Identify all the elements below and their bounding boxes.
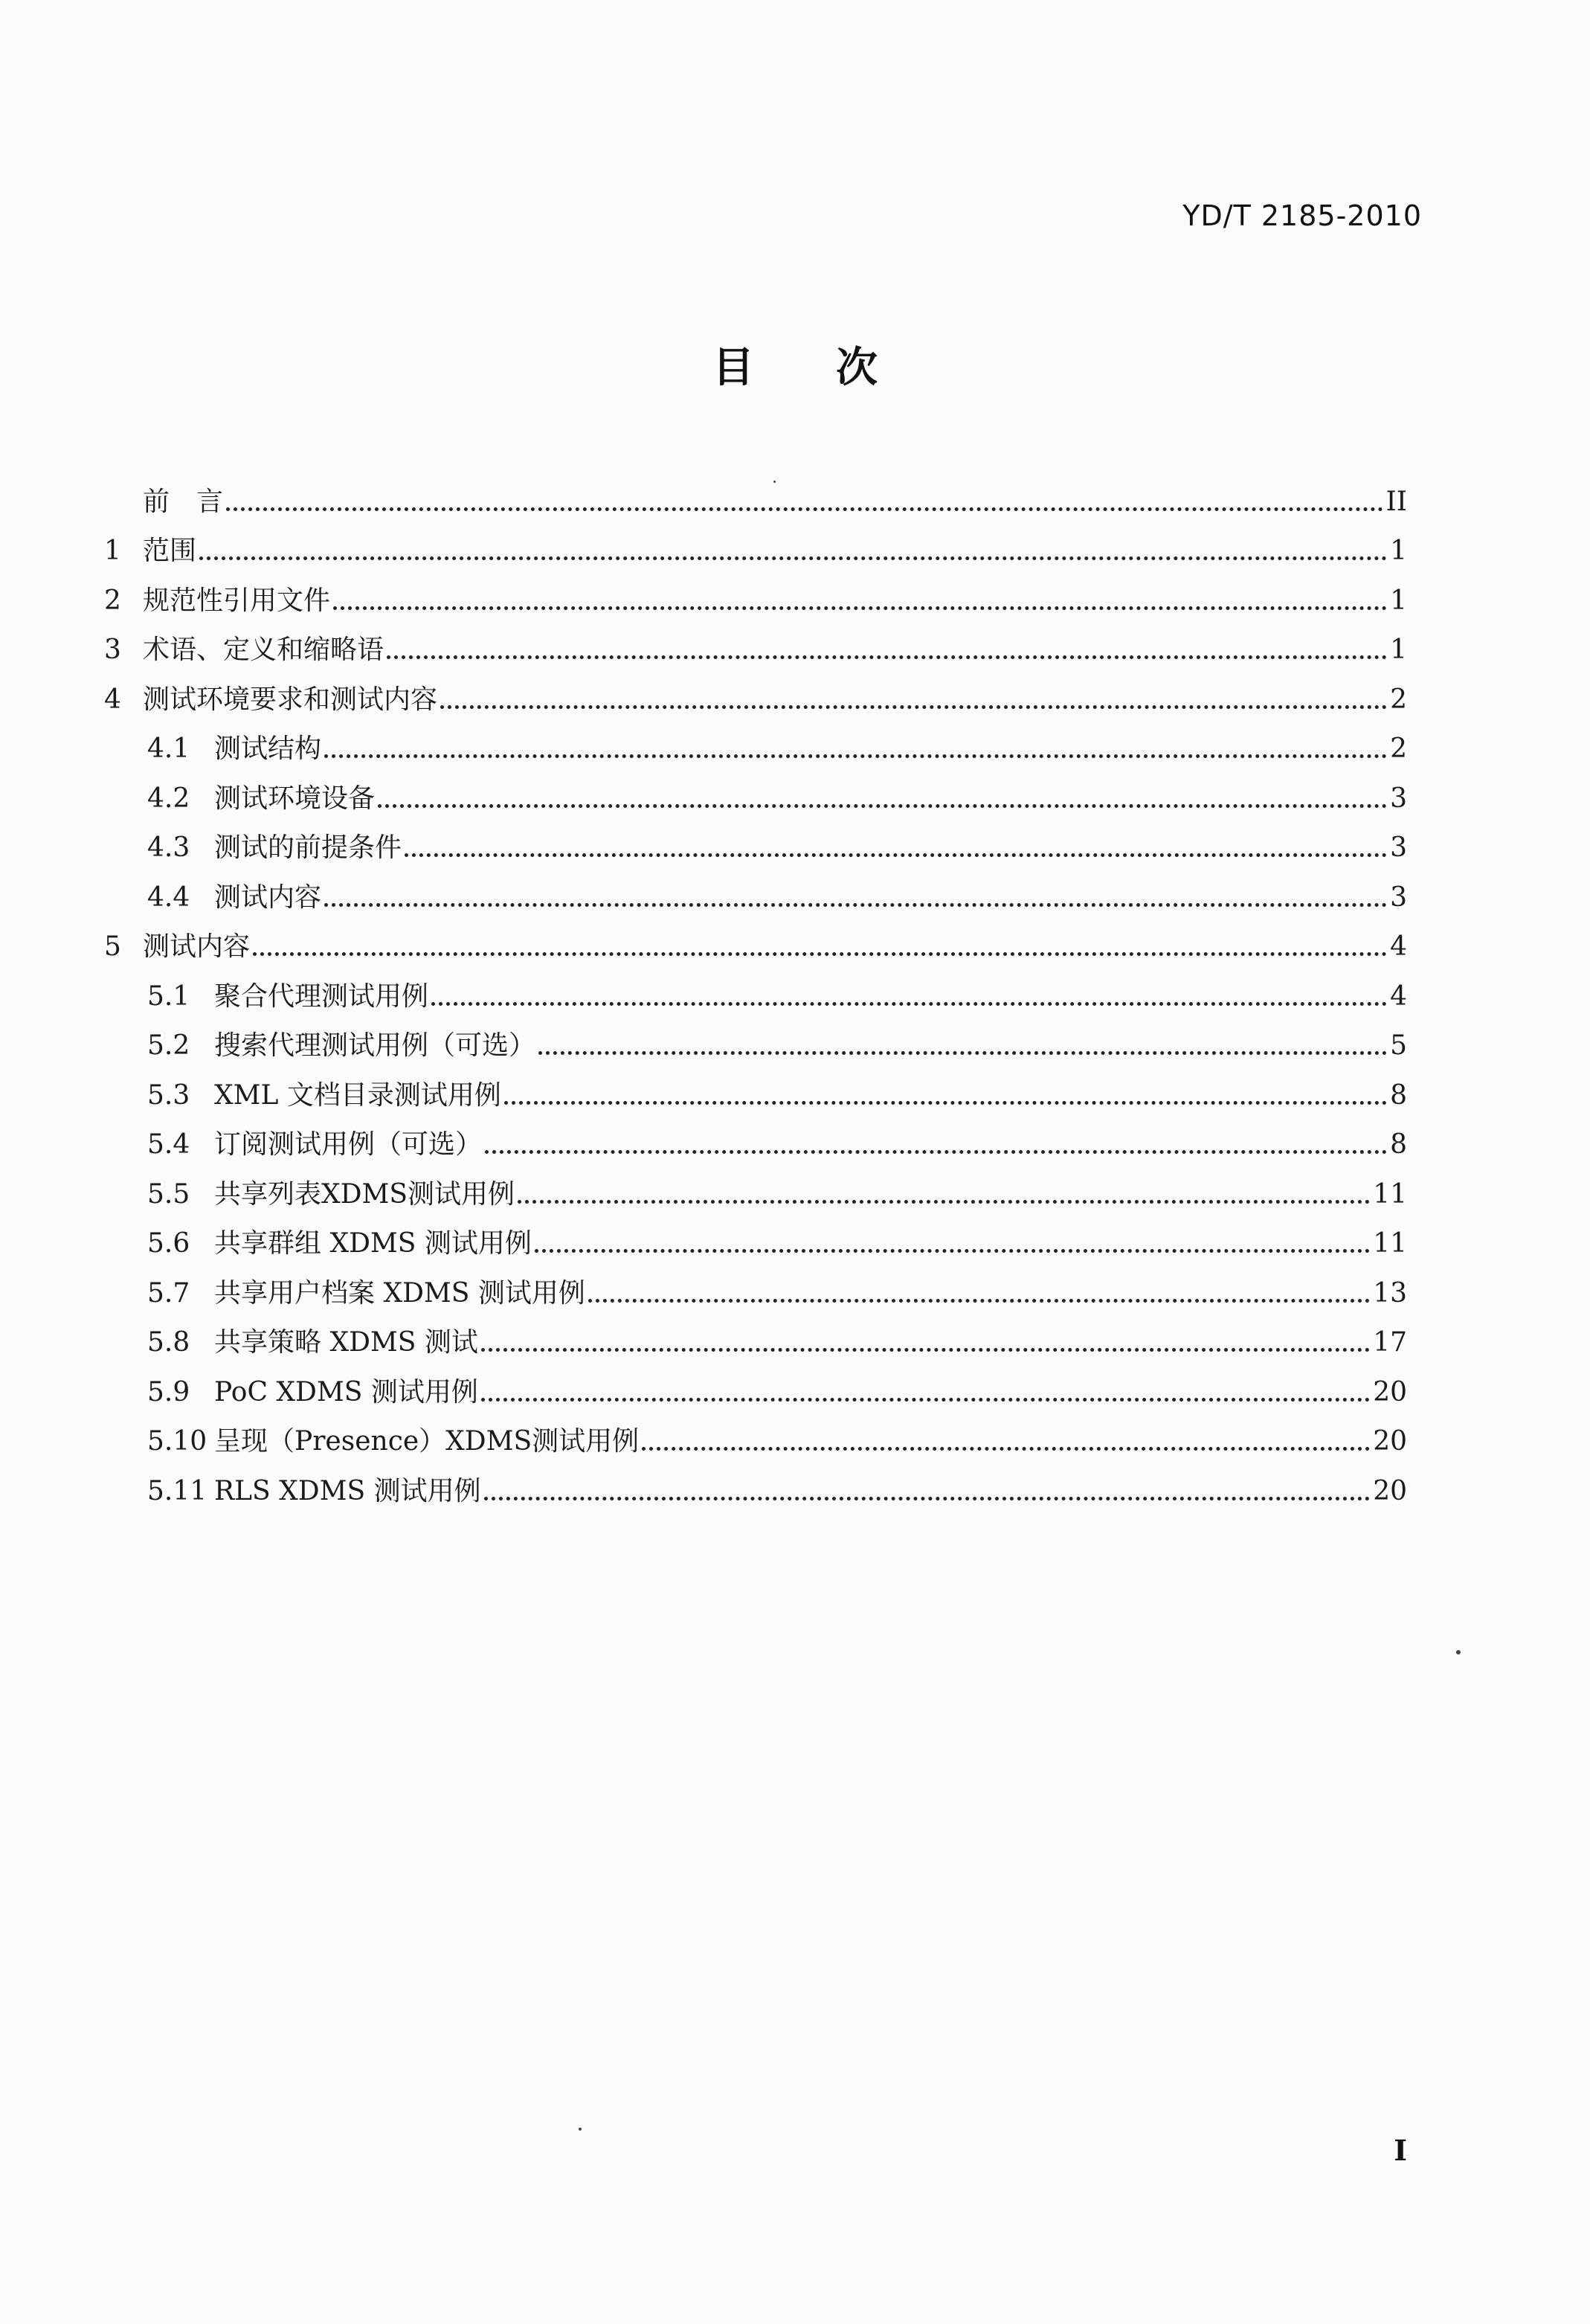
toc-entry-label: 前 言 [143,486,224,517]
toc-dot-leader [518,1200,1370,1204]
toc-entry-label: 聚合代理测试用例 [214,980,429,1012]
toc-dot-leader [481,1398,1370,1402]
toc-entry-number: 5.9 [147,1376,190,1407]
toc-dot-leader [199,556,1387,560]
toc-entry[interactable] [104,765,1407,815]
toc-dot-leader [481,1348,1370,1352]
toc-entry[interactable] [104,1458,1407,1508]
toc-entry[interactable] [104,864,1407,914]
toc-dot-leader [431,1002,1387,1006]
scan-speck [1456,1650,1461,1654]
toc-entry-number: 5.3 [147,1079,190,1111]
title-char-2: 次 [836,343,878,392]
toc-entry[interactable] [104,1112,1407,1162]
toc-entry[interactable] [104,617,1407,667]
toc-dot-leader [333,606,1387,610]
toc-entry[interactable] [104,1260,1407,1310]
toc-entry-page: 20 [1373,1475,1407,1506]
toc-dot-leader [253,952,1387,956]
toc-entry-label: 测试内容 [214,882,322,913]
toc-entry[interactable] [104,716,1407,766]
toc-entry-label: 测试结构 [214,734,322,764]
toc-entry-label: 共享策略 XDMS 测试 [214,1327,478,1358]
title-char-1: 目 [712,343,754,392]
toc-entry-label: RLS XDMS 测试用例 [214,1475,481,1506]
toc-entry-page: 8 [1390,1129,1407,1160]
toc-entry-number: 5.10 [147,1426,207,1457]
page-number: I [1394,2134,1407,2167]
toc-entry-page: 5 [1390,1030,1407,1061]
toc-entry-number: 5.11 [147,1475,207,1506]
toc-entry-number: 5.5 [147,1178,190,1210]
toc-entry[interactable] [104,1409,1407,1459]
toc-entry-page: 20 [1373,1426,1407,1457]
toc-entry[interactable] [104,519,1407,568]
document-code: YD/T 2185-2010 [1182,199,1422,232]
toc-entry-label: 测试环境要求和测试内容 [143,684,438,715]
toc-entry-page: 4 [1390,980,1407,1012]
toc-entry[interactable] [104,1161,1407,1211]
toc-entry[interactable] [104,667,1407,716]
toc-dot-leader [324,754,1387,758]
toc-entry-number: 4.4 [147,882,190,913]
toc-entry-label: 搜索代理测试用例（可选） [214,1030,536,1061]
toc-entry[interactable] [104,1359,1407,1409]
toc-entry[interactable] [104,963,1407,1013]
toc-entry[interactable] [104,914,1407,964]
toc-entry-number: 2 [104,585,121,616]
toc-entry-label: 规范性引用文件 [143,585,331,616]
toc-dot-leader [485,1150,1387,1154]
toc-entry-number: 1 [104,536,121,566]
toc-entry-page: 11 [1373,1228,1407,1259]
toc-entry-page: 2 [1390,734,1407,764]
toc-entry-number: 4.1 [147,734,190,764]
table-of-contents [104,469,1407,1508]
toc-entry[interactable] [104,1310,1407,1360]
toc-entry[interactable] [104,469,1407,519]
toc-entry-page: 2 [1390,684,1407,715]
toc-entry-number: 5.7 [147,1277,190,1309]
toc-entry-label: 范围 [143,536,197,566]
scan-speck [579,2128,582,2131]
toc-entry-number: 5.6 [147,1228,190,1259]
toc-entry-page: 17 [1373,1327,1407,1358]
toc-entry-number: 5 [104,931,121,962]
scan-speck [773,481,776,483]
toc-entry[interactable] [104,1211,1407,1261]
toc-dot-leader [484,1497,1371,1500]
toc-entry-number: 5.8 [147,1327,190,1358]
toc-entry-page: 8 [1390,1079,1407,1111]
toc-entry-page: 1 [1390,585,1407,616]
toc-dot-leader [324,903,1387,907]
toc-entry-number: 4.3 [147,832,190,863]
toc-entry-page: 13 [1373,1277,1407,1309]
toc-entry-number: 5.4 [147,1129,190,1160]
toc-entry-page: 3 [1390,783,1407,814]
toc-entry-label: 呈现（Presence）XDMS测试用例 [214,1426,640,1457]
toc-entry-number: 5.2 [147,1030,190,1061]
page-title [0,335,1590,394]
toc-entry-label: 共享用户档案 XDMS 测试用例 [214,1277,585,1309]
toc-entry-number: 3 [104,635,121,665]
toc-entry-label: 共享列表XDMS测试用例 [214,1178,515,1210]
toc-entry[interactable] [104,1062,1407,1112]
toc-entry-label: PoC XDMS 测试用例 [214,1376,478,1407]
toc-entry-page: 3 [1390,832,1407,863]
toc-entry-label: 订阅测试用例（可选） [214,1129,483,1160]
toc-entry[interactable] [104,568,1407,617]
toc-entry-label: 共享群组 XDMS 测试用例 [214,1228,532,1259]
toc-dot-leader [504,1101,1387,1105]
toc-entry-page: 4 [1390,931,1407,962]
toc-dot-leader [387,655,1387,659]
toc-entry-page: 11 [1373,1178,1407,1210]
toc-entry-number: 4.2 [147,783,190,814]
toc-entry-label: 测试的前提条件 [214,832,402,863]
toc-entry-page: II [1385,486,1407,517]
toc-entry-number: 4 [104,684,121,715]
toc-entry-label: 测试环境设备 [214,783,376,814]
toc-entry[interactable] [104,815,1407,865]
toc-entry-page: 1 [1390,536,1407,566]
toc-entry-page: 20 [1373,1376,1407,1407]
toc-dot-leader [642,1447,1370,1451]
toc-entry-number: 5.1 [147,980,190,1012]
toc-dot-leader [405,853,1387,857]
toc-dot-leader [440,705,1387,709]
toc-entry[interactable] [104,1013,1407,1063]
toc-entry-label: 术语、定义和缩略语 [143,635,384,665]
toc-dot-leader [378,804,1387,808]
toc-dot-leader [226,507,1383,511]
toc-entry-page: 1 [1390,635,1407,665]
toc-entry-page: 3 [1390,882,1407,913]
toc-entry-label: XML 文档目录测试用例 [214,1079,501,1111]
toc-dot-leader [538,1051,1387,1055]
toc-entry-label: 测试内容 [143,931,251,962]
toc-dot-leader [535,1249,1370,1253]
toc-dot-leader [588,1299,1370,1303]
